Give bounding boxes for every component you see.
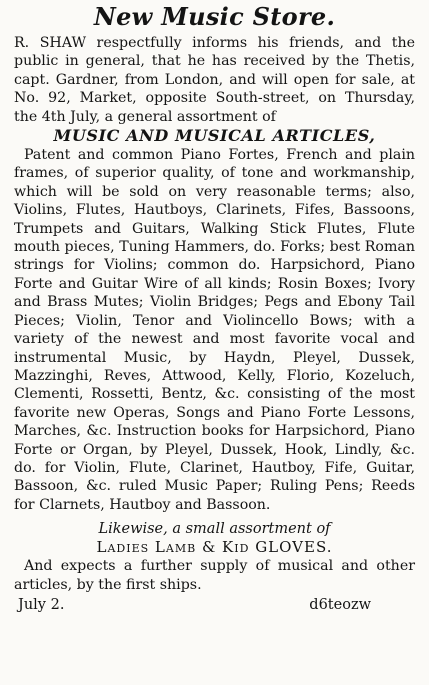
section-title: MUSIC AND MUSICAL ARTICLES, [53,126,376,146]
likewise-line: Likewise, a small assortment of [98,521,331,538]
items-paragraph: Patent and common Piano Fortes, French and plain frames, of superior quality, of tone and workmanship, which will be sold on very reasonable terms; also, Violins, Flutes, Hautboys, Clarinets, Fifes, Bassoons, Trumpets and Guitars, Walking Stick Flutes, Flute mouth pieces, Tuning Hammers, do. Forks; best Roman strings for Violins; common do. Harpsichord, Piano Forte and Guitar Wire of all kinds; Rosin Boxes; Ivory and Brass Mutes; Violin Bridges; Pegs and Ebony Tail Pieces; Violin, Tenor and Violincello Bows; with a variety of the newest and most favorite vocal and instrumental Music, by Haydn, Pleyel, Dussek, Mazzinghi, Reves, Attwood, Kelly, Florio, Kozeluch, Clementi, Rossetti, Bentz, &c. consisting of the most favorite new Operas, Songs and Piano Forte Lessons, Marches, &c. Instruction books for Harpsichord, Piano Forte or Organ, by Pleyel, Dussek, Hook, Lindly, &c. do. for Violin, Flute, Clarinet, Hautboy, Fife, Guitar, Bassoon, &c. ruled Music Paper; Ruling Pens; Reeds for Clarnets, Hautboy and Bassoon. [14,147,415,513]
headline: New Music Store. [93,2,336,31]
insertion-code: d6teozw [309,596,371,613]
gloves-line: Ladies Lamb & Kid GLOVES. [96,538,333,557]
intro-paragraph: R. SHAW respectfully informs his friends, and the public in general, that he has received by the Thetis, capt. Gardner, from London, and will open for sale, at No. 92, Market, opposite South-street, on Thursday, the 4th July, a general assortment of [14,35,415,125]
date-line: July 2. [18,596,65,613]
footer [14,596,415,614]
closing-paragraph: And expects a further supply of musical and other articles, by the first ships. [14,558,415,593]
